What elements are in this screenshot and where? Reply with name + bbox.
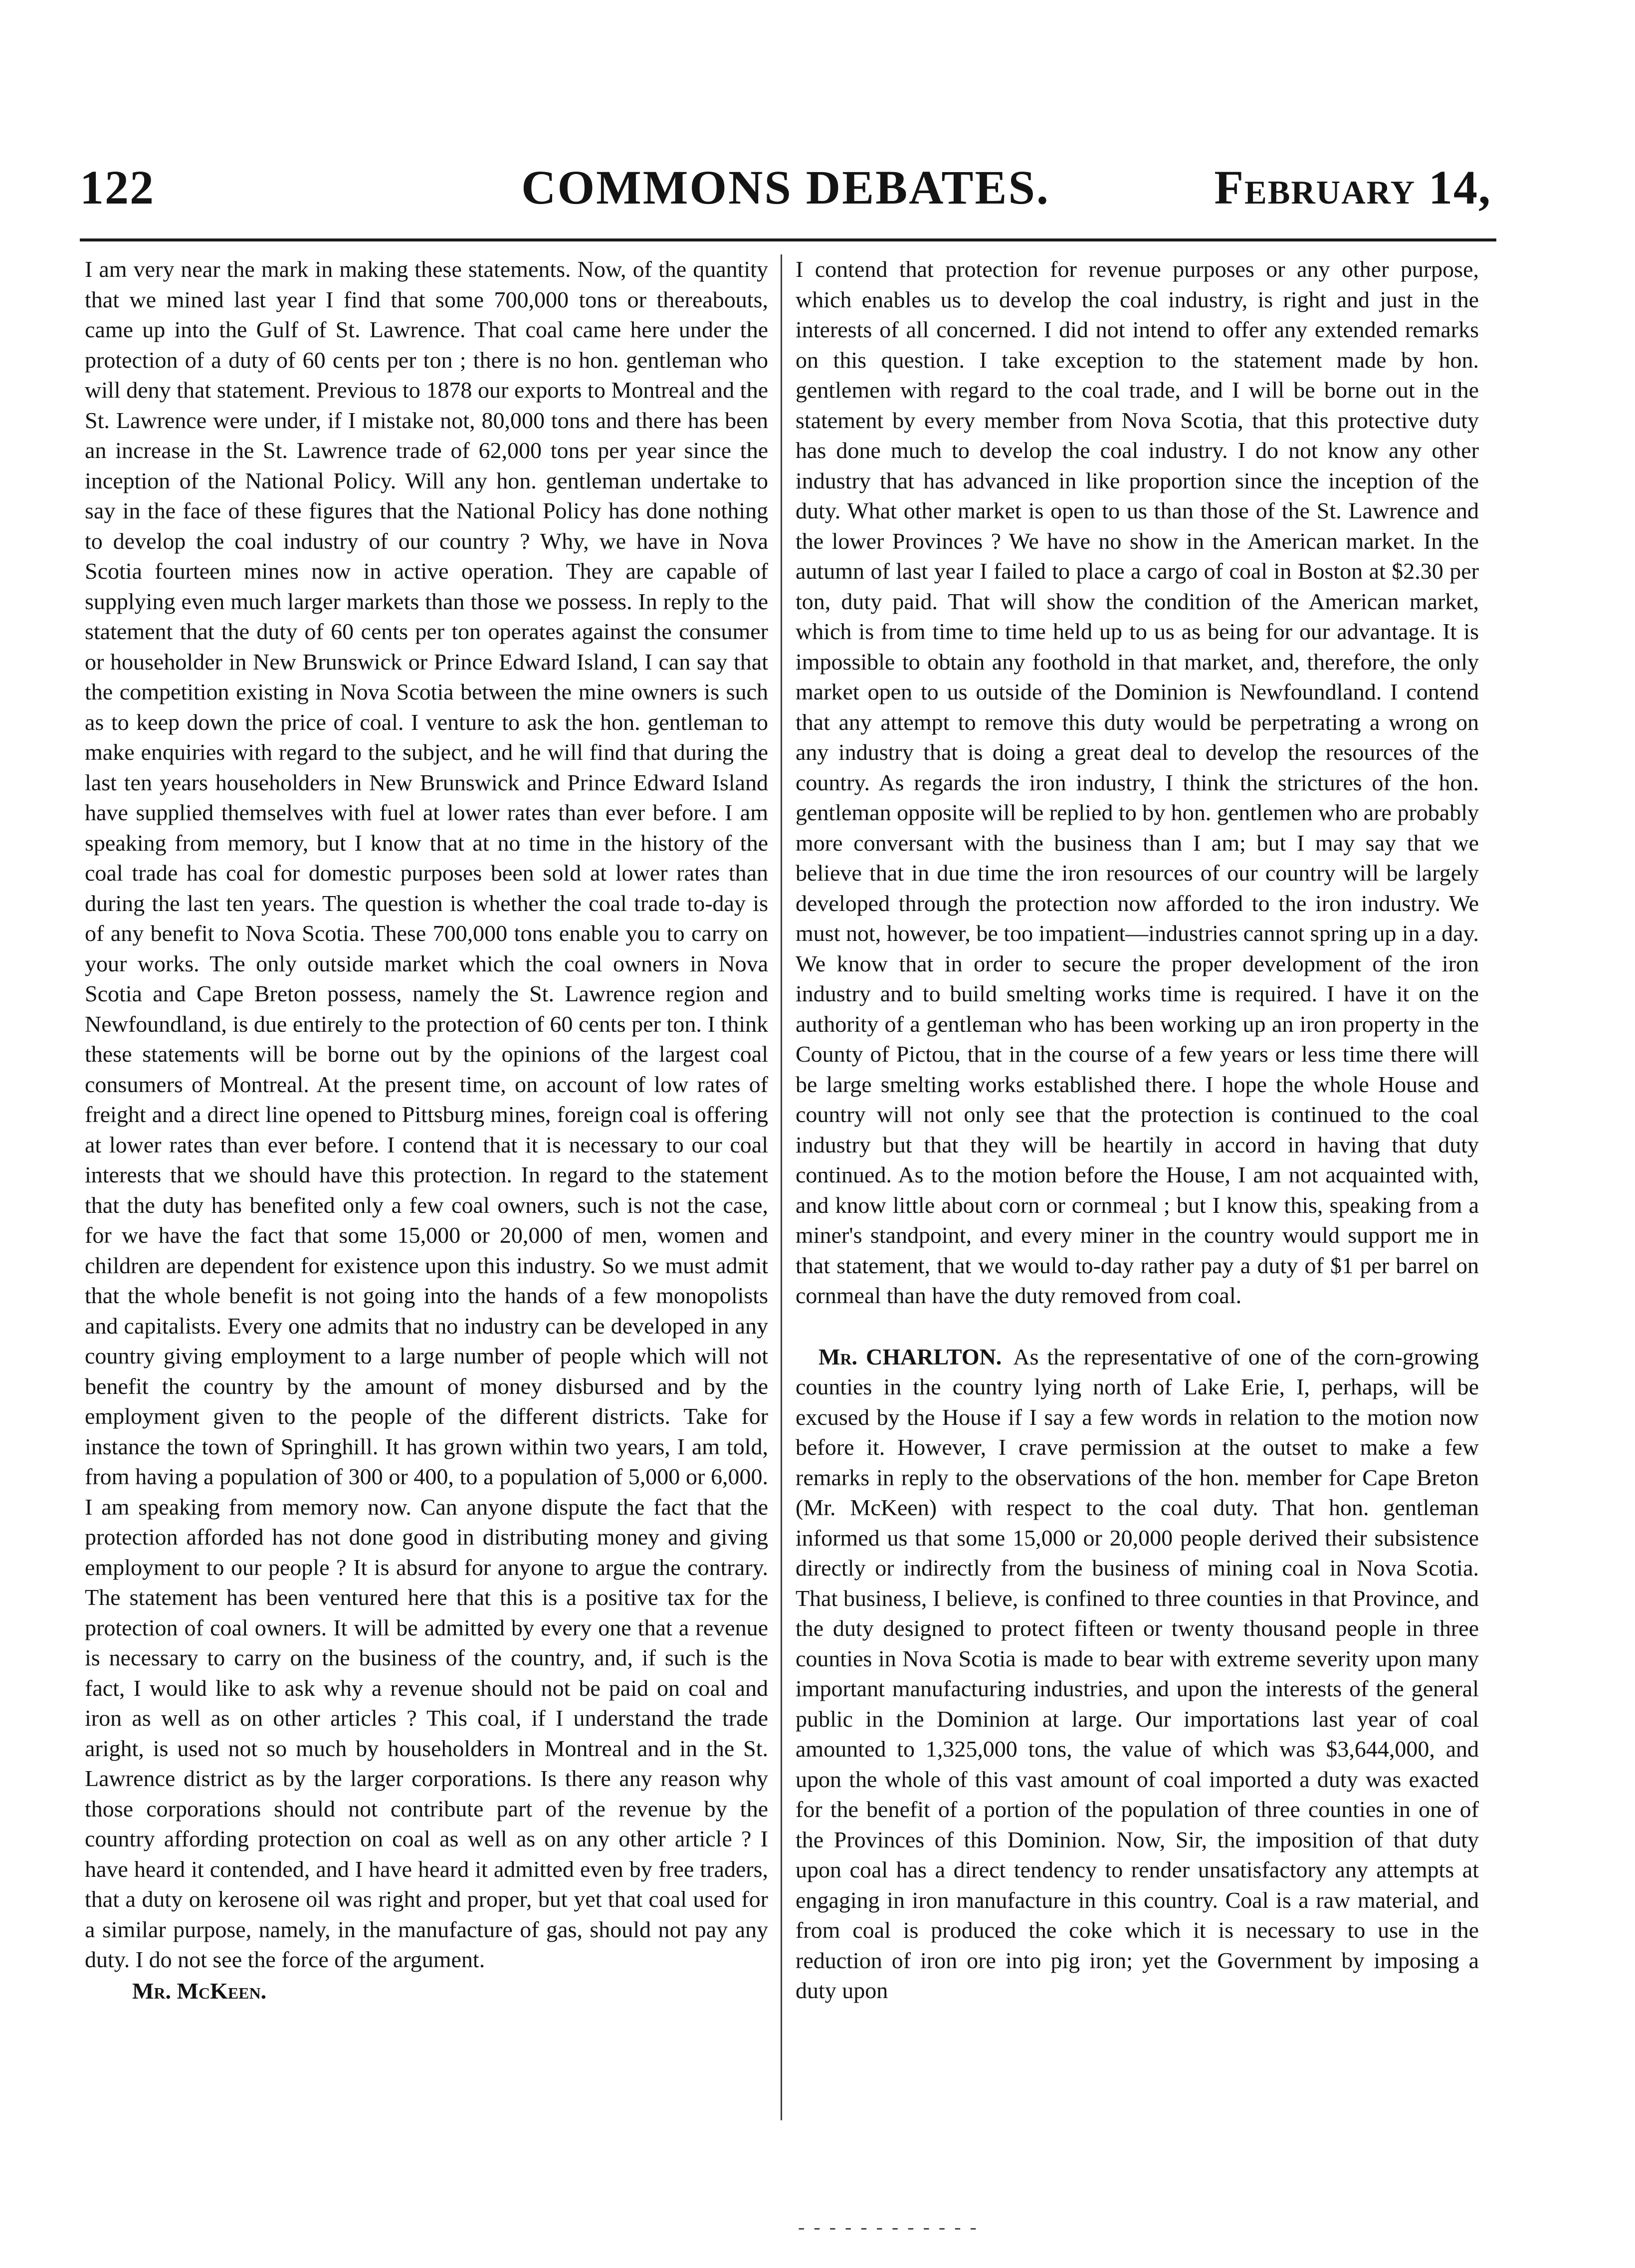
- page-header: [80, 160, 1491, 229]
- left-paragraph: I am very near the mark in making these statements. Now, of the quantity that we mined last year I find that some 700,000 tons or thereabouts, came up into the Gulf of St. Lawrence. That coal came here under the protection of a duty of 60 cents per ton ; there is no hon. gentleman who will deny that statement. Previous to 1878 our exports to Montreal and the St. Lawrence were under, if I mistake not, 80,000 tons and there has been an increase in the St. Lawrence trade of 62,000 tons per year since the inception of the National Policy. Will any hon. gentleman undertake to say in the face of these figures that the National Policy has done nothing to develop the coal industry of our country ? Why, we have in Nova Scotia fourteen mines now in active operation. They are capable of supplying even much larger markets than those we possess. In reply to the statement that the duty of 60 cents per ton operates against the consumer or householder in New Brunswick or Prince Edward Island, I can say that the competition existing in Nova Scotia between the mine owners is such as to keep down the price of coal. I venture to ask the hon. gentleman to make enquiries with regard to the subject, and he will find that during the last ten years householders in New Brunswick and Prince Edward Island have supplied themselves with fuel at lower rates than ever before. I am speaking from memory, but I know that at no time in the history of the coal trade has coal for domestic purposes been sold at lower rates than during the last ten years. The question is whether the coal trade to-day is of any benefit to Nova Scotia. These 700,000 tons enable you to carry on your works. The only outside market which the coal owners in Nova Scotia and Cape Breton possess, namely the St. Lawrence region and Newfoundland, is due entirely to the protection of 60 cents per ton. I think these statements will be borne out by the opinions of the largest coal consumers of Montreal. At the present time, on account of low rates of freight and a direct line opened to Pittsburg mines, foreign coal is offering at lower rates than ever before. I contend that it is necessary to our coal interests that we should have this protection. In regard to the statement that the duty has benefited only a few coal owners, such is not the case, for we have the fact that some 15,000 or 20,000 of men, women and children are dependent for existence upon this industry. So we must admit that the whole benefit is not going into the hands of a few monopolists and capitalists. Every one admits that no industry can be developed in any country giving employment to a large number of people which will not benefit the country by the amount of money disbursed and by the employment given to the people of the different districts. Take for instance the town of Springhill. It has grown within two years, I am told, from having a population of 300 or 400, to a population of 5,000 or 6,000. I am speaking from memory now. Can anyone dispute the fact that the protection afforded has not done good in distributing money and giving employment to our people ? It is absurd for anyone to argue the contrary. The statement has been ventured here that this is a positive tax for the protection of coal owners. It will be admitted by every one that a revenue is necessary to carry on the business of the country, and, if such is the fact, I would like to ask why a revenue should not be paid on coal and iron as well as on other articles ? This coal, if I understand the trade aright, is used not so much by householders in Montreal and in the St. Lawrence district as by the larger corporations. Is there any reason why those corporations should not contribute part of the revenue by the country affording protection on coal as well as on any other article ? I have heard it contended, and I have heard it admitted even by free traders, that a duty on kerosene oil was right and proper, but yet that coal used for a similar purpose, namely, in the manufacture of gas, should not pay any duty. I do not see the force of the argument.: [85, 256, 768, 1972]
- page-number: 122: [80, 161, 155, 214]
- next-speaker-label: Mr. McKeen.: [132, 1978, 267, 2004]
- issue-date: February 14,: [1214, 161, 1491, 214]
- left-column: [85, 254, 768, 2006]
- speaker-name: Mr. CHARLTON.: [818, 1344, 1002, 1369]
- journal-title: COMMONS DEBATES.: [521, 161, 1050, 214]
- footer-mark: - - - - - - - - - - - -: [798, 2216, 979, 2238]
- right-paragraph-2: [796, 1342, 1479, 2006]
- right-column: [796, 254, 1479, 2006]
- paragraph-gap: [796, 1311, 1479, 1342]
- right-paragraph-1: I contend that protection for revenue purposes or any other purpose, which enables us to develop the coal industry, is right and just in the interests of all concerned. I did not intend to offer any extended remarks on this question. I take exception to the statement made by hon. gentlemen with regard to the coal trade, and I will be borne out in the statement by every member from Nova Scotia, that this protective duty has done much to develop the coal industry. I do not know any other industry that has advanced in like proportion since the inception of the duty. What other market is open to us than those of the St. Lawrence and the lower Provinces ? We have no show in the American market. In the autumn of last year I failed to place a cargo of coal in Boston at $2.30 per ton, duty paid. That will show the condition of the American market, which is from time to time held up to us as being for our advantage. It is impossible to obtain any foothold in that market, and, therefore, the only market open to us outside of the Dominion is Newfoundland. I contend that any attempt to remove this duty would be perpetrating a wrong on any industry that is doing a great deal to develop the resources of the country. As regards the iron industry, I think the strictures of the hon. gentleman opposite will be replied to by hon. gentlemen who are probably more conversant with the business than I am; but I may say that we believe that in due time the iron resources of our country will be largely developed through the protection now afforded to the iron industry. We must not, however, be too impatient—industries cannot spring up in a day. We know that in order to secure the proper development of the iron industry and to build smelting works time is required. I have it on the authority of a gentleman who has been working up an iron property in the County of Pictou, that in the course of a few years or less time there will be large smelting works established there. I hope the whole House and country will not only see that the protection is continued to the coal industry but that they will be heartily in accord in having that duty continued. As to the motion before the House, I am not acquainted with, and know little about corn or cornmeal ; but I know this, speaking from a miner's standpoint, and every miner in the country would support me in that statement, that we would to-day rather pay a duty of $1 per barrel on cornmeal than have the duty removed from coal.: [796, 256, 1479, 1308]
- speech-text: As the representative of one of the corn-growing counties in the country lying north of Lake Erie, I, perhaps, will be excused by the House if I say a few words in relation to the motion now before it. However, I crave permission at the outset to make a few remarks in reply to the observations of the hon. member for Cape Breton (Mr. McKeen) with respect to the coal duty. That hon. gentleman informed us that some 15,000 or 20,000 people derived their subsistence directly or indirectly from the business of mining coal in Nova Scotia. That business, I believe, is confined to three counties in that Province, and the duty designed to protect fifteen or twenty thousand people in three counties in Nova Scotia is made to bear with extreme severity upon many important manufacturing industries, and upon the interests of the general public in the Dominion at large. Our importations last year of coal amounted to 1,325,000 tons, the value of which was $3,644,000, and upon the whole of this vast amount of coal imported a duty was exacted for the benefit of a portion of the population of three counties in one of the Provinces of this Dominion. Now, Sir, the imposition of that duty upon coal has a direct tendency to render unsatisfactory any attempts at engaging in iron manufacture in this country. Coal is a raw material, and from coal is produced the coke which it is necessary to use in the reduction of iron ore into pig iron; yet the Government by imposing a duty upon: [796, 1344, 1479, 2003]
- header-rule: [80, 238, 1496, 241]
- column-divider: [781, 254, 782, 2120]
